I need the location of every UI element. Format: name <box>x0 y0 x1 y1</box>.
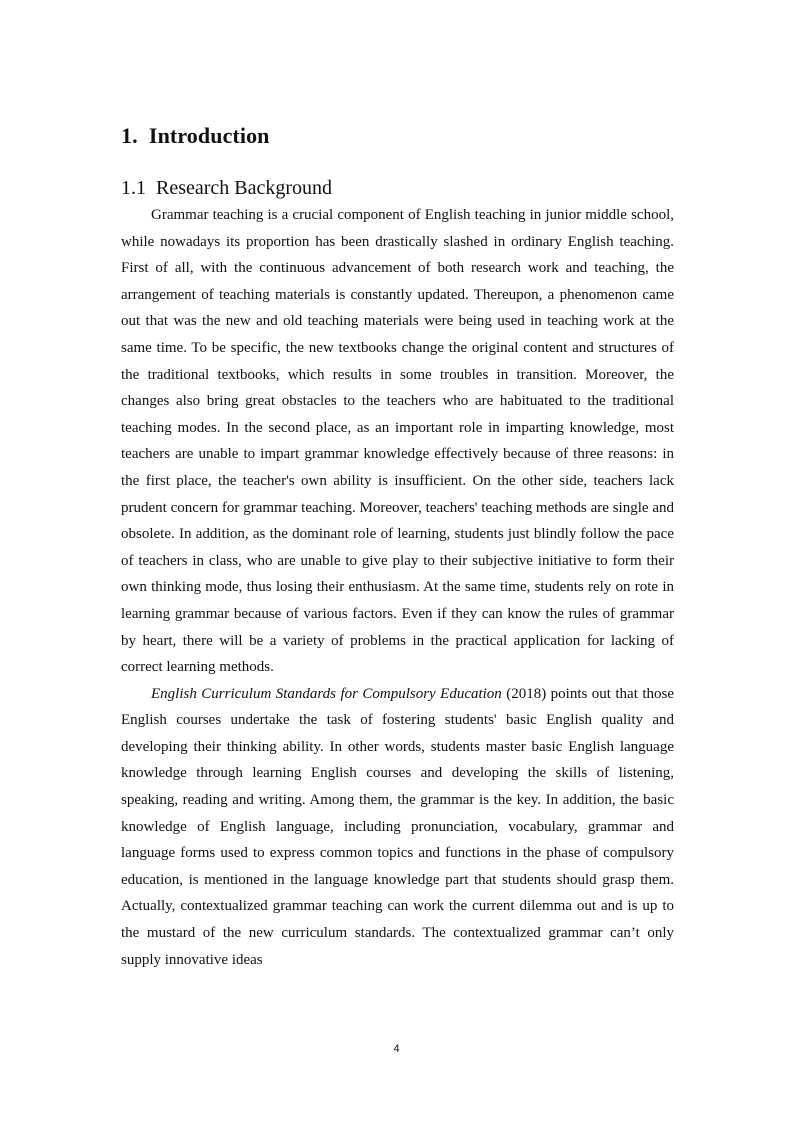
chapter-number: 1. <box>121 123 138 148</box>
section-number: 1.1 <box>121 177 146 199</box>
section-title: Research Background <box>156 177 333 199</box>
section-heading <box>121 174 674 202</box>
paragraph-1: Grammar teaching is a crucial component of English teaching in junior middle school, while nowadays its proportion has been drastically slashed in ordinary English teaching. First of all, with the continuous advancement of both research work and teaching, the arrangement of teaching materials is constantly updated. Thereupon, a phenomenon came out that was the new and old teaching materials were being used in teaching work at the same time. To be specific, the new textbooks change the original content and structures of the traditional textbooks, which results in some troubles in transition. Moreover, the changes also bring great obstacles to the teachers who are habituated to the traditional teaching modes. In the second place, as an important role in imparting knowledge, most teachers are unable to impart grammar knowledge effectively because of three reasons: in the first place, the teacher's own ability is insufficient. On the other side, teachers lack prudent concern for grammar teaching. Moreover, teachers' teaching methods are single and obsolete. In addition, as the dominant role of learning, students just blindly follow the pace of teachers in class, who are unable to give play to their subjective initiative to form their own thinking mode, thus losing their enthusiasm. At the same time, students rely on rote in learning grammar because of various factors. Even if they can know the rules of grammar by heart, there will be a variety of problems in the practical application for lacking of correct learning methods. <box>121 207 674 676</box>
cited-document-title: English Curriculum Standards for Compulsory Education <box>151 685 502 702</box>
page-content <box>121 120 674 973</box>
body-text <box>121 202 674 973</box>
page-number: 4 <box>393 1043 400 1055</box>
chapter-title: Introduction <box>148 123 270 148</box>
chapter-heading <box>121 120 674 152</box>
paragraph-2-text: (2018) points out that those English courses undertake the task of fostering students' basic English quality and developing their thinking ability. In other words, students master basic English language knowledge through learning English courses and developing the skills of listening, speaking, reading and writing. Among them, the grammar is the key. In addition, the basic knowledge of English language, including pronunciation, vocabulary, grammar and language forms used to express common topics and functions in the phase of compulsory education, is mentioned in the language knowledge part that students should grasp them. Actually, contextualized grammar teaching can work the current dilemma out and is up to the mustard of the new curriculum standards. The contextualized grammar can’t only supply innovative ideas <box>121 685 674 968</box>
paragraph-2 <box>121 681 674 974</box>
